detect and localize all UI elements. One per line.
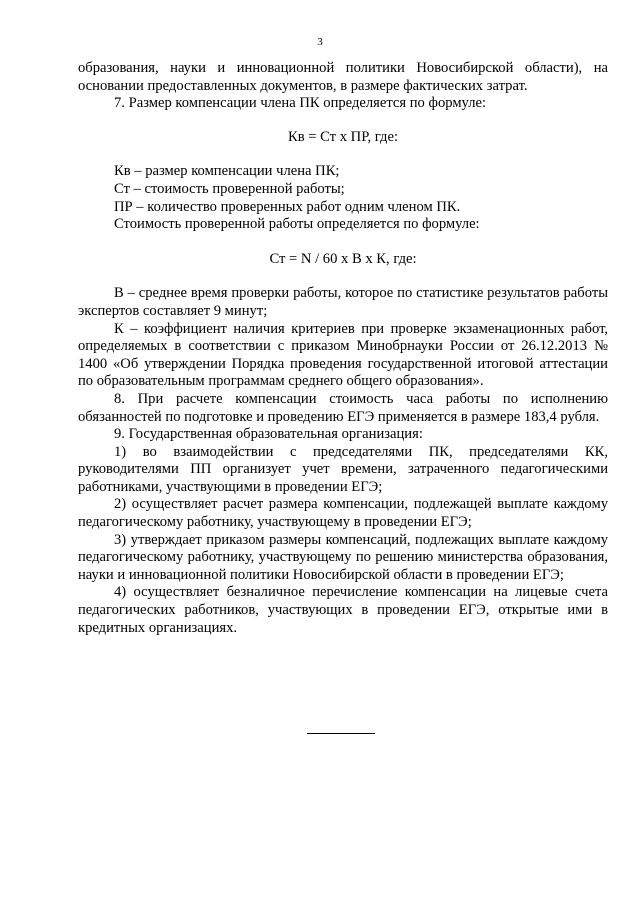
paragraph-9-item-2: 2) осуществляет расчет размера компенсации, подлежащей выплате каждому педагогическому работнику, участвующему в проведении ЕГЭ;	[78, 496, 608, 531]
paragraph-9-item-1: 1) во взаимодействии с председателями ПК, председателями КК, руководителями ПП организует учет времени, затраченного педагогическими работниками, участвующими в проведении ЕГЭ;	[78, 443, 608, 495]
paragraph-9-item-3: 3) утверждает приказом размеры компенсаций, подлежащих выплате каждому педагогическому работнику, участвующему по решению министерства образования, науки и инновационной политики Новосибирской области в проведении ЕГЭ;	[78, 531, 608, 583]
definition-k: К – коэффициент наличия критериев при проверке экзаменационных работ, определяемых в соответствии с приказом Минобрнауки России от 26.12.2013 № 1400 «Об утверждении Порядка проведения государственной итоговой аттестации по образовательным программам среднего общего образования».	[78, 320, 608, 390]
definition-v: В – среднее время проверки работы, которое по статистике результатов работы экспертов составляет 9 минут;	[78, 285, 608, 319]
paragraph-9: 9. Государственная образовательная организация:	[114, 426, 423, 443]
formula-cost: Ст = N / 60 х В х К, где:	[269, 250, 417, 267]
definition-pr: ПР – количество проверенных работ одним членом ПК.	[114, 198, 461, 215]
paragraph-7: 7. Размер компенсации члена ПК определяется по формуле:	[114, 95, 487, 112]
paragraph-8: 8. При расчете компенсации стоимость часа работы по исполнению обязанностей по подготовке и проведению ЕГЭ применяется в размере 183,4 рубля.	[78, 390, 608, 425]
definition-st: Ст – стоимость проверенной работы;	[114, 180, 345, 197]
paragraph-continuation: образования, науки и инновационной политики Новосибирской области), на основании предоставленных документов, в размере фактических затрат.	[78, 60, 608, 94]
paragraph-9-item-4: 4) осуществляет безналичное перечисление компенсации на лицевые счета педагогических работников, участвующих в проведении ЕГЭ, открытые ими в кредитных организациях.	[78, 584, 608, 636]
document-body	[78, 60, 608, 637]
cost-formula-intro: Стоимость проверенной работы определяется по формуле:	[114, 216, 480, 233]
end-rule	[307, 733, 375, 734]
definition-kv: Кв – размер компенсации члена ПК;	[114, 163, 340, 180]
formula-compensation: Кв = Ст х ПР, где:	[287, 128, 398, 145]
page-number: 3	[317, 36, 323, 48]
